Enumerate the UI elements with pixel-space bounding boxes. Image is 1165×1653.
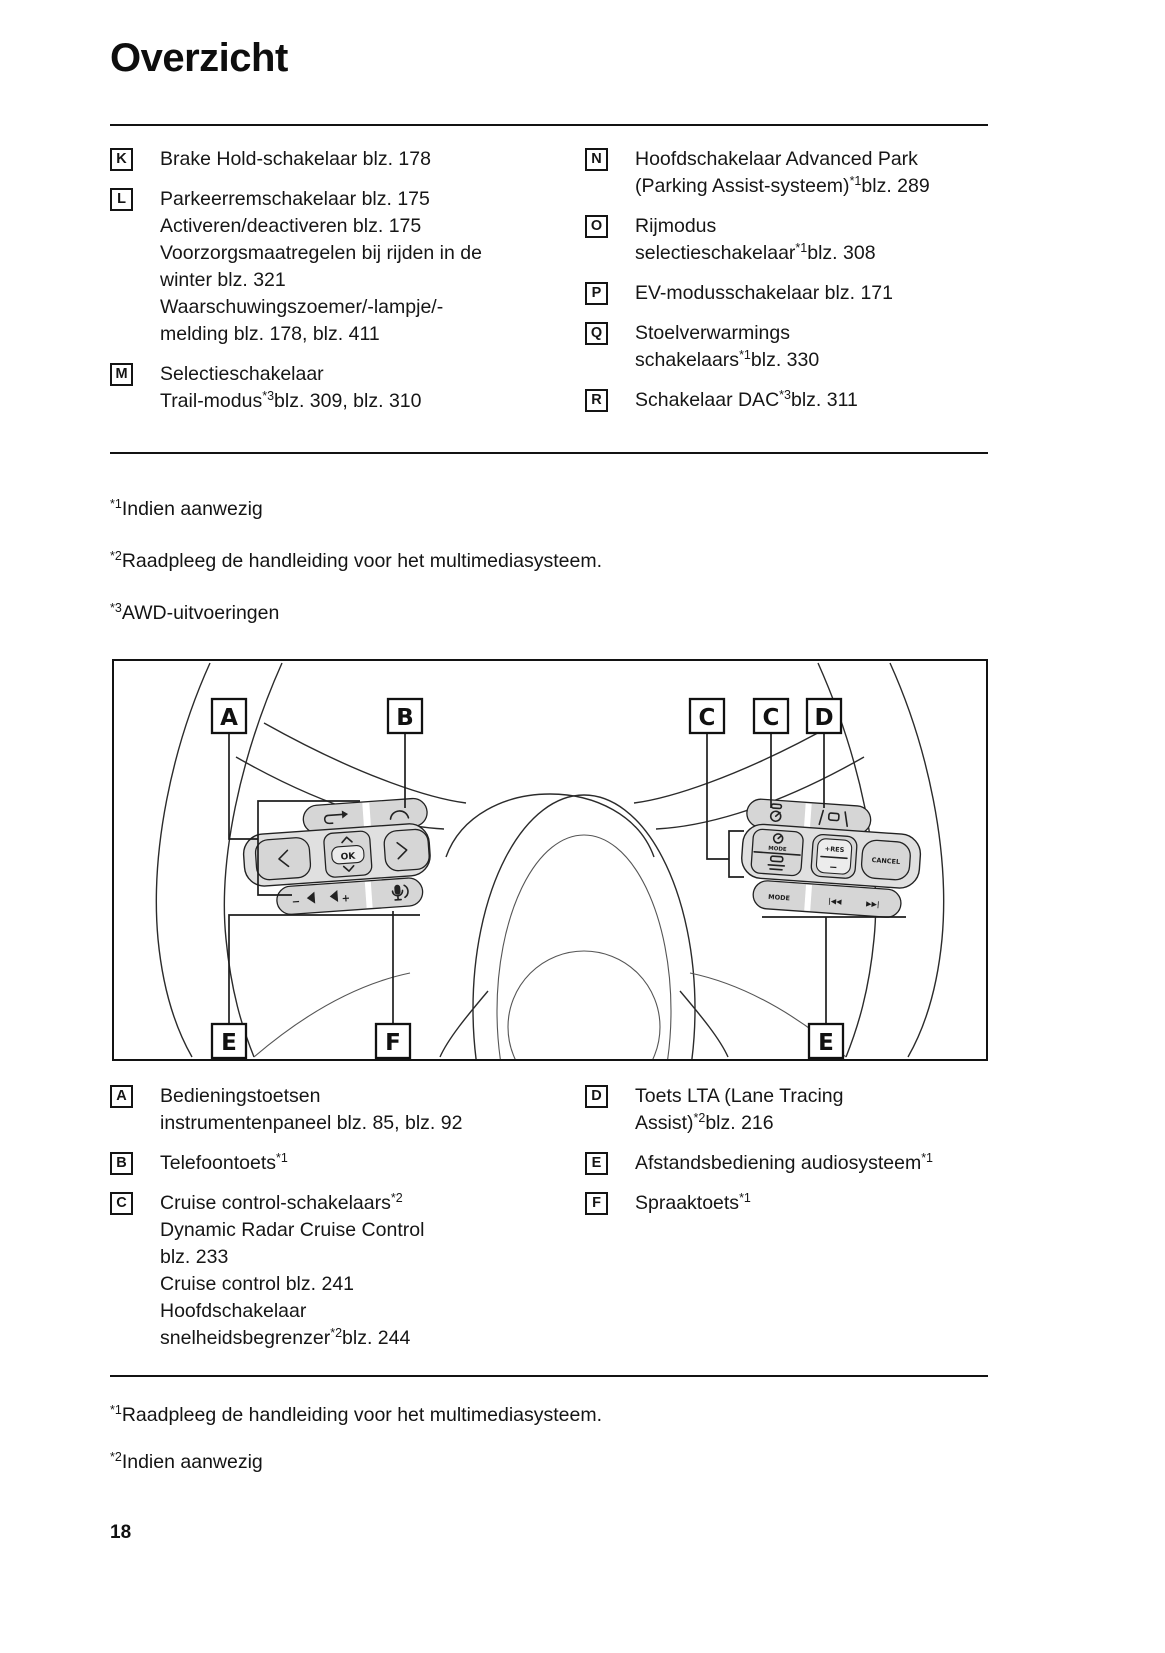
list-item bbox=[585, 320, 995, 374]
item-key-box: P bbox=[585, 282, 608, 305]
volume-up-label: + bbox=[341, 893, 351, 905]
item-line: Activeren/deactiveren blz. 175 bbox=[160, 215, 422, 237]
item-line: Trail-modus$^{*3}$blz. 309, blz. 310 bbox=[160, 389, 422, 412]
footnote-marker: *2 bbox=[390, 1191, 403, 1205]
left-arrow-button bbox=[255, 837, 312, 881]
item-line: Waarschuwingszoemer/-lampje/- bbox=[160, 296, 444, 318]
item-line: Brake Hold-schakelaar blz. 178 bbox=[160, 148, 431, 170]
list-item bbox=[110, 146, 572, 173]
item-line: Assist)$^{*2}$blz. 216 bbox=[635, 1111, 774, 1134]
item-line: Toets LTA (Lane Tracing bbox=[635, 1085, 844, 1107]
item-text bbox=[160, 1190, 424, 1352]
right-switch-cluster bbox=[738, 798, 923, 919]
item-line: Stoelverwarmings bbox=[635, 322, 790, 344]
previous-track-label: |◀◀ bbox=[827, 897, 842, 907]
footnote-marker: *3 bbox=[262, 389, 275, 403]
item-key-box: E bbox=[585, 1152, 608, 1175]
list-item bbox=[585, 146, 995, 200]
switch-list-top-left bbox=[110, 146, 572, 428]
volume-down-label: − bbox=[291, 896, 301, 909]
item-line: Voorzorgsmaatregelen bij rijden in de bbox=[160, 242, 482, 264]
footnote-marker: *2 bbox=[110, 549, 122, 563]
footnote: $^{*2}$Raadpleeg de handleiding voor het multimediasysteem. bbox=[110, 549, 603, 572]
footnote-marker: *2 bbox=[330, 1326, 343, 1340]
item-line: Dynamic Radar Cruise Control bbox=[160, 1219, 425, 1241]
item-line: blz. 233 bbox=[160, 1246, 229, 1268]
switch-list-top-right bbox=[585, 146, 995, 427]
item-line: Schakelaar DAC$^{*3}$blz. 311 bbox=[635, 388, 858, 411]
list-item bbox=[110, 1190, 572, 1352]
callout-label-d: D bbox=[814, 705, 834, 731]
callout-boxes-bottom bbox=[212, 1024, 843, 1058]
list-item bbox=[110, 361, 572, 415]
switch-list-bottom-left bbox=[110, 1083, 572, 1365]
switch-list-bottom-right bbox=[585, 1083, 995, 1230]
left-switch-cluster bbox=[241, 798, 434, 918]
list-item bbox=[585, 1083, 995, 1137]
rocker-minus-label: − bbox=[828, 862, 838, 874]
list-item bbox=[585, 1190, 995, 1217]
item-line: Hoofdschakelaar Advanced Park bbox=[635, 148, 918, 170]
page-number: 18 bbox=[110, 1522, 132, 1543]
divider-mid bbox=[110, 452, 988, 454]
footnote-marker: *1 bbox=[921, 1151, 934, 1165]
item-line: Rijmodus bbox=[635, 215, 717, 237]
item-text bbox=[160, 361, 421, 415]
callout-label-a: A bbox=[220, 705, 238, 731]
callout-label-c2: C bbox=[762, 705, 780, 731]
item-text bbox=[635, 1190, 751, 1217]
item-line: Bedieningstoetsen bbox=[160, 1085, 321, 1107]
item-text bbox=[635, 320, 819, 374]
steering-wheel-illustration bbox=[114, 661, 986, 1059]
callout-label-e1: E bbox=[221, 1030, 237, 1056]
item-key-box: K bbox=[110, 148, 133, 171]
item-line: Cruise control blz. 241 bbox=[160, 1273, 355, 1295]
item-key-box: Q bbox=[585, 322, 608, 345]
item-line: selectieschakelaar$^{*1}$blz. 308 bbox=[635, 241, 876, 264]
item-line: Afstandsbediening audiosysteem$^{*1}$ bbox=[635, 1151, 934, 1174]
item-text bbox=[160, 146, 431, 173]
divider-bottom bbox=[110, 1375, 988, 1377]
footnote-marker: *1 bbox=[795, 241, 808, 255]
footnotes-middle bbox=[110, 496, 988, 652]
footnote-marker: *1 bbox=[110, 1403, 122, 1417]
footnote-marker: *1 bbox=[739, 1191, 751, 1205]
item-text bbox=[635, 1150, 933, 1177]
item-key-box: O bbox=[585, 215, 608, 238]
item-line: Hoofdschakelaar bbox=[160, 1300, 307, 1322]
item-key-box: L bbox=[110, 188, 133, 211]
item-key-box: R bbox=[585, 389, 608, 412]
callout-label-f: F bbox=[385, 1030, 401, 1056]
item-text bbox=[160, 186, 482, 348]
footnote: $^{*1}$Raadpleeg de handleiding voor het multimediasysteem. bbox=[110, 1403, 603, 1426]
callout-label-e2: E bbox=[818, 1030, 834, 1056]
res-label: +RES bbox=[824, 844, 845, 855]
list-item bbox=[585, 213, 995, 267]
mode-gauge-label: MODE bbox=[767, 845, 787, 854]
callout-boxes-top bbox=[212, 699, 841, 733]
footnote-marker: *1 bbox=[110, 497, 122, 511]
item-key-box: B bbox=[110, 1152, 133, 1175]
item-text bbox=[635, 213, 876, 267]
item-line: winter blz. 321 bbox=[160, 269, 286, 291]
footnote: $^{*3}$AWD-uitvoeringen bbox=[110, 601, 280, 624]
item-key-box: N bbox=[585, 148, 608, 171]
item-line: snelheidsbegrenzer$^{*2}$blz. 244 bbox=[160, 1326, 411, 1349]
footnote-marker: *2 bbox=[693, 1111, 706, 1125]
list-item bbox=[585, 280, 995, 307]
mode-audio-label: MODE bbox=[767, 892, 791, 903]
item-text bbox=[635, 280, 893, 307]
item-line: (Parking Assist-systeem)$^{*1}$blz. 289 bbox=[635, 174, 930, 197]
item-line: Telefoontoets$^{*1}$ bbox=[160, 1151, 288, 1174]
steering-wheel-diagram bbox=[112, 659, 988, 1061]
item-line: Parkeerremschakelaar blz. 175 bbox=[160, 188, 430, 210]
list-item bbox=[585, 387, 995, 414]
callout-label-b: B bbox=[396, 705, 414, 731]
list-item bbox=[585, 1150, 995, 1177]
item-text bbox=[635, 387, 858, 414]
item-line: Selectieschakelaar bbox=[160, 363, 324, 385]
list-item bbox=[110, 1150, 572, 1177]
item-key-box: A bbox=[110, 1085, 133, 1108]
callout-label-c1: C bbox=[698, 705, 716, 731]
item-line: EV-modusschakelaar blz. 171 bbox=[635, 282, 893, 304]
list-item bbox=[110, 1083, 572, 1137]
cancel-label: CANCEL bbox=[871, 856, 901, 867]
page-title: Overzicht bbox=[110, 36, 288, 80]
footnote-marker: *3 bbox=[110, 601, 122, 615]
item-key-box: D bbox=[585, 1085, 608, 1108]
item-text bbox=[635, 146, 930, 200]
item-line: melding blz. 178, blz. 411 bbox=[160, 323, 380, 345]
item-text bbox=[160, 1150, 288, 1177]
list-item bbox=[110, 186, 572, 348]
item-key-box: C bbox=[110, 1192, 133, 1215]
footnote: $^{*1}$Indien aanwezig bbox=[110, 497, 263, 520]
item-line: Cruise control-schakelaars$^{*2}$ bbox=[160, 1191, 403, 1214]
footnote-marker: *2 bbox=[110, 1450, 122, 1464]
divider-top bbox=[110, 124, 988, 126]
item-line: schakelaars$^{*1}$blz. 330 bbox=[635, 348, 820, 371]
ok-button-label: OK bbox=[340, 851, 356, 863]
item-key-box: F bbox=[585, 1192, 608, 1215]
footnote-marker: *1 bbox=[276, 1151, 288, 1165]
footnote-marker: *1 bbox=[739, 348, 751, 362]
footnote-marker: *3 bbox=[779, 388, 791, 402]
next-track-label: ▶▶| bbox=[865, 899, 880, 909]
item-text bbox=[635, 1083, 843, 1137]
footnotes-bottom bbox=[110, 1402, 988, 1496]
item-line: Spraaktoets$^{*1}$ bbox=[635, 1191, 751, 1214]
footnote: $^{*2}$Indien aanwezig bbox=[110, 1450, 263, 1473]
footnote-marker: *1 bbox=[849, 174, 862, 188]
item-key-box: M bbox=[110, 363, 133, 386]
item-text bbox=[160, 1083, 462, 1137]
item-line: instrumentenpaneel blz. 85, blz. 92 bbox=[160, 1112, 463, 1134]
